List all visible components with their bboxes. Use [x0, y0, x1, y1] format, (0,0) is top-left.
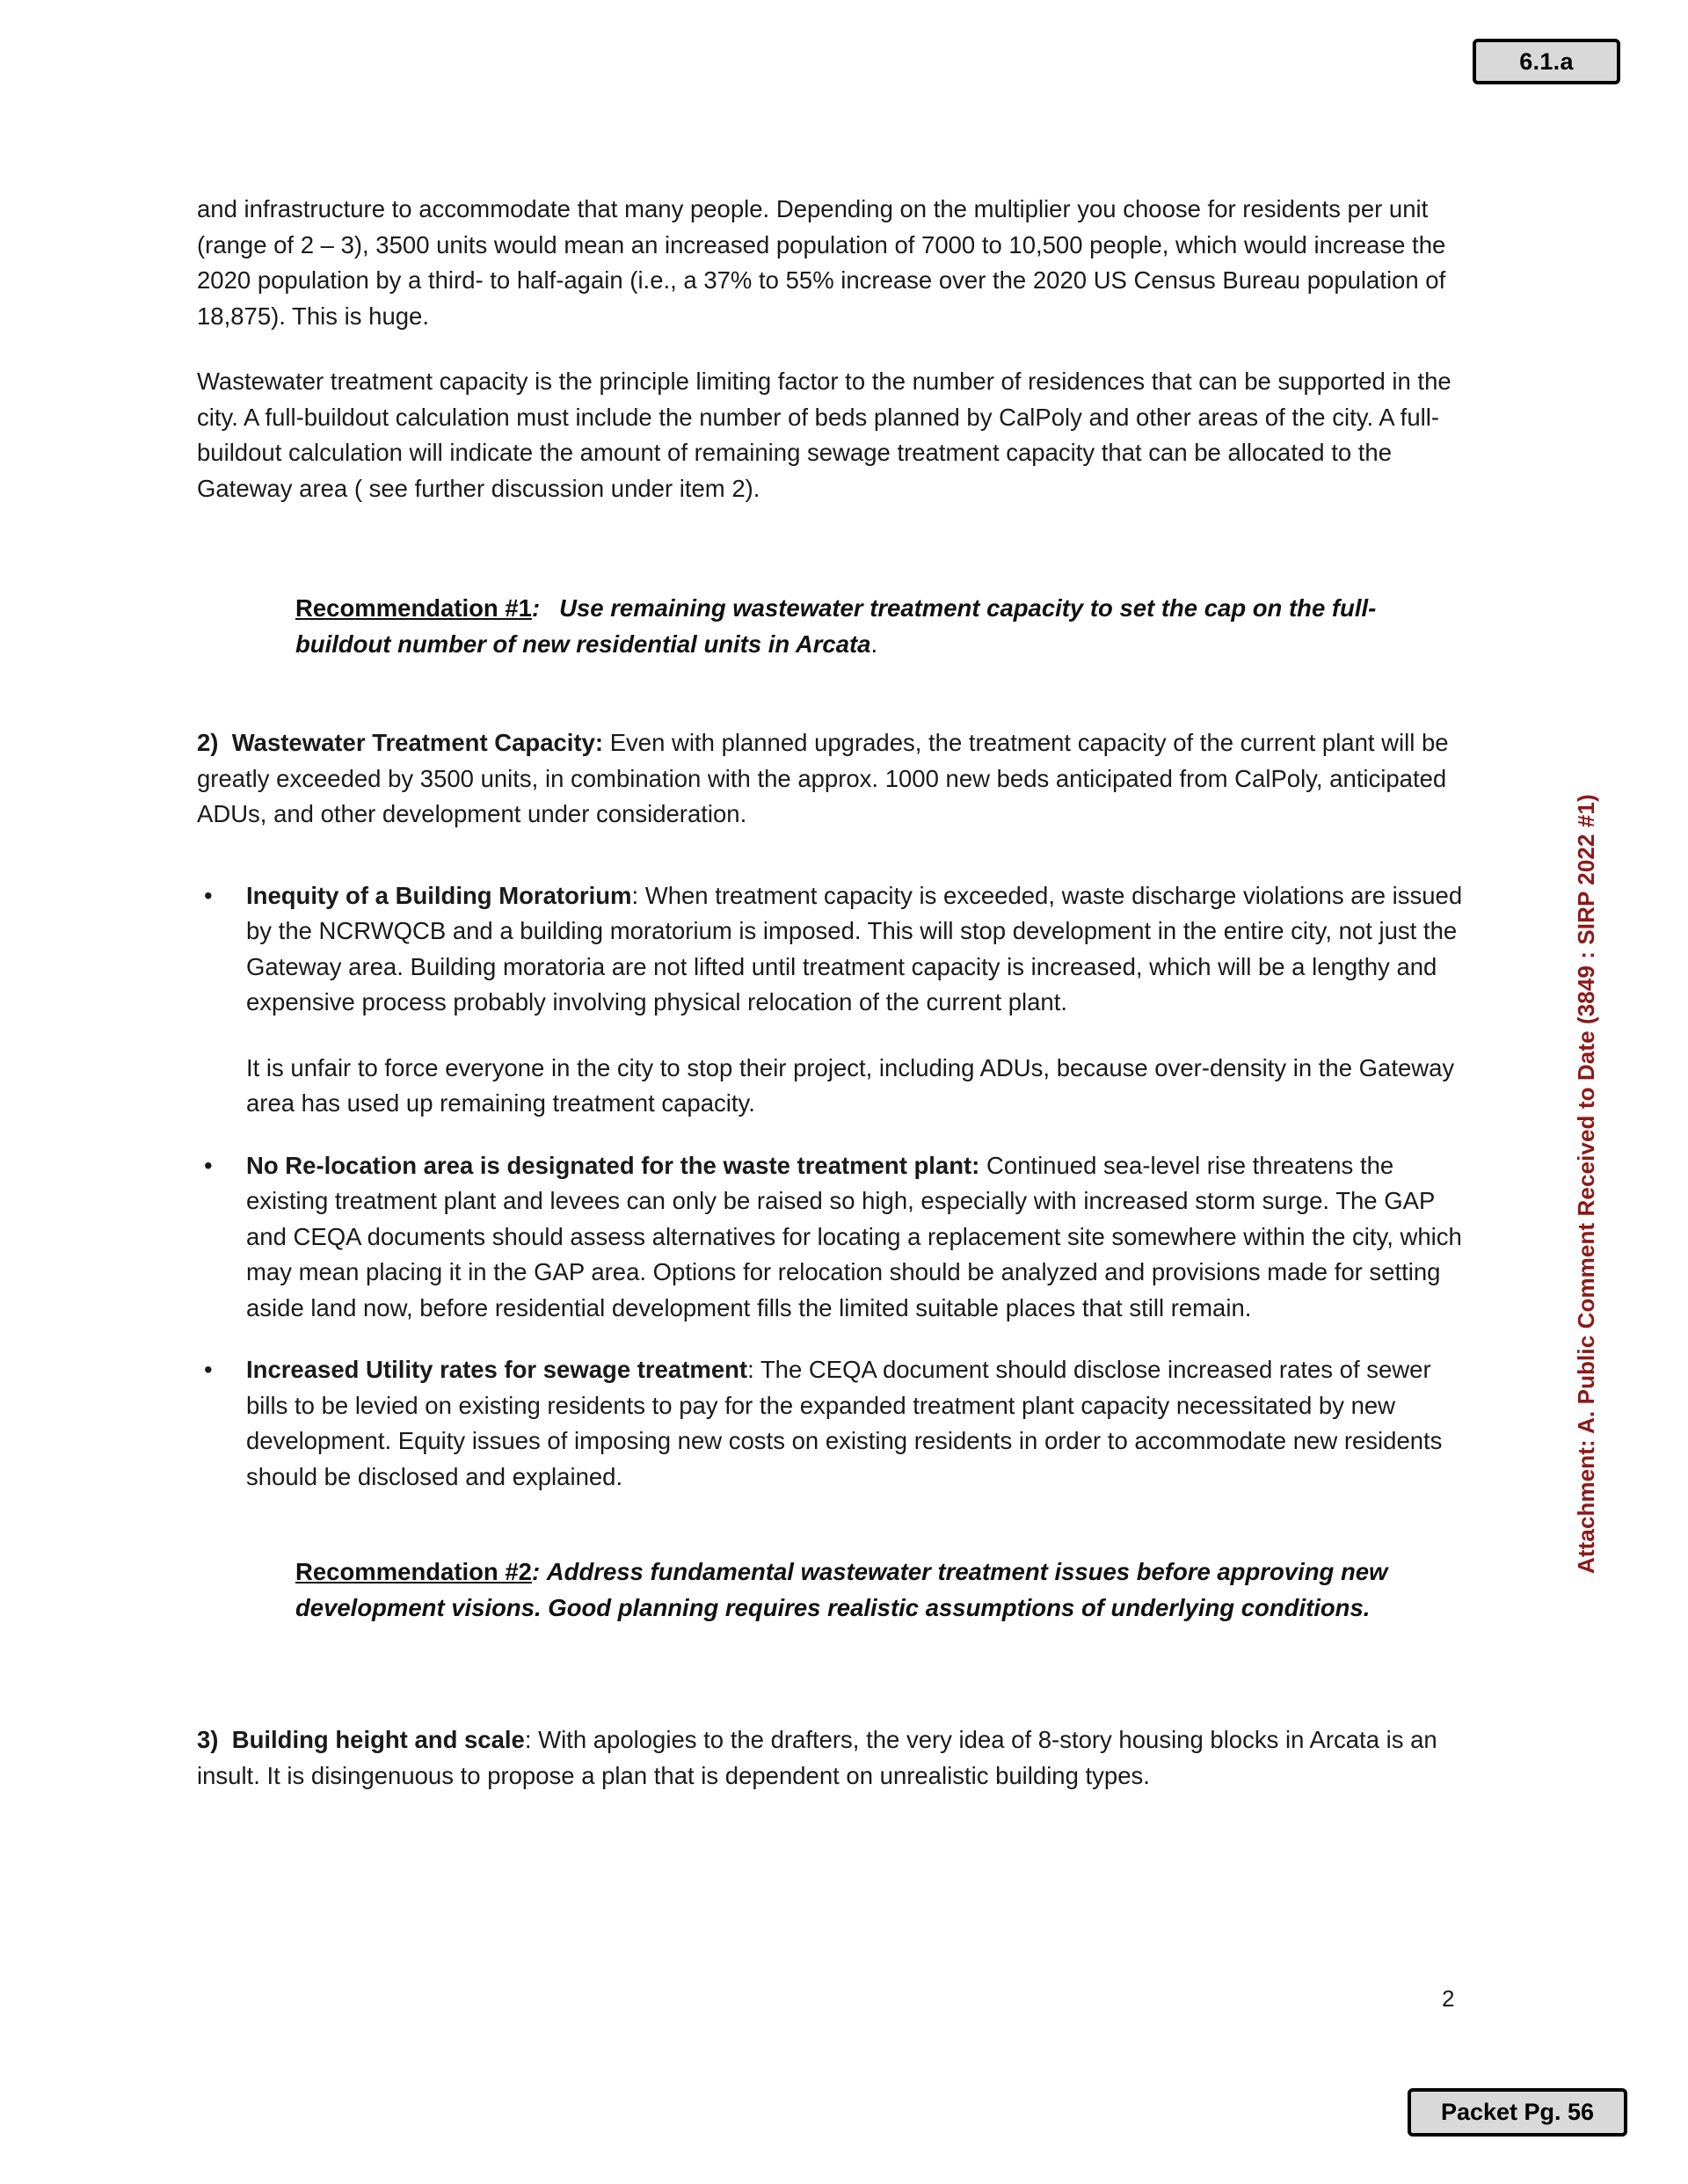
recommendation-2-label: Recommendation #2 [295, 1558, 532, 1585]
recommendation-1-text: Use remaining wastewater treatment capacity to set the cap on the full-buildout number of new residential units in Arcata [295, 594, 1377, 658]
bullet-lead: Increased Utility rates for sewage treatment [246, 1356, 748, 1383]
agenda-item-badge: 6.1.a [1473, 39, 1620, 84]
spacer [197, 536, 1470, 591]
recommendation-2-text: Address fundamental wastewater treatment issues before approving new development visions. Good planning requires realistic assumptions of underlying conditions. [295, 1558, 1388, 1621]
list-item [197, 1148, 1470, 1327]
packet-page-badge: Packet Pg. 56 [1408, 2088, 1627, 2137]
recommendation-2-block [197, 1554, 1470, 1626]
spacer [197, 863, 1470, 878]
document-body [197, 192, 1470, 1794]
bullet-marker: • [204, 1151, 213, 1179]
recommendation-1-block [197, 591, 1470, 662]
bullet-lead: Inequity of a Building Moratorium [246, 881, 632, 909]
spacer [197, 671, 1470, 725]
page-number: 2 [1442, 1985, 1455, 2012]
recommendation-1-label: Recommendation #1 [295, 594, 532, 622]
section-3-text: : With apologies to the drafters, the very idea of 8-story housing blocks in Arcata is an insult. It is disingenuous to propose a plan that is dependent on unrealistic building types. [197, 1726, 1437, 1789]
recommendation-2-separator: : [531, 1558, 541, 1585]
bullet-lead: No Re-location area is designated for the waste treatment plant: [246, 1151, 980, 1179]
section-2-paragraph [197, 725, 1470, 833]
spacer [197, 1689, 1470, 1722]
section-2-text: Even with planned upgrades, the treatment capacity of the current plant will be greatly exceeded by 3500 units, in combination with the approx. 1000 new beds anticipated from CalPoly, anticipated ADUs, and other development under consideration. [197, 729, 1449, 827]
bullet-list [197, 878, 1470, 1496]
bullet-marker: • [204, 881, 213, 909]
bullet-text: : The CEQA document should disclose increased rates of sewer bills to be levied on existing residents to pay for the expanded treatment plant capacity necessitated by new development. Equity issues of imposing new costs on existing residents in order to accommodate new residents should be disclosed and explained. [246, 1356, 1443, 1490]
bullet-sub-paragraph: It is unfair to force everyone in the city to stop their project, including ADUs, because over-density in the Gateway area has used up remaining treatment capacity. [246, 1053, 1455, 1117]
paragraph-intro: and infrastructure to accommodate that many people. Depending on the multiplier you choose for residents per unit (range of 2 – 3), 3500 units would mean an increased population of 7000 to 10,500 people, which would increase the 2020 population by a third- to half-again (i.e., a 37% to 55% increase over the 2020 US Census Bureau population of 18,875). This is huge. [197, 195, 1446, 330]
list-item [197, 878, 1470, 1122]
spacer [197, 1521, 1470, 1554]
bullet-text: Continued sea-level rise threatens the existing treatment plant and levees can only be raised so high, especially with increased storm surge. The GAP and CEQA documents should assess alternatives for locating a replacement site somewhere within the city, which may mean placing it in the GAP area. Options for relocation should be analyzed and provisions made for setting aside land now, before residential development fills the limited suitable places that still remain. [246, 1151, 1462, 1321]
paragraph-wastewater-capacity: Wastewater treatment capacity is the principle limiting factor to the number of residences that can be supported in the city. A full-buildout calculation must include the number of beds planned by CalPoly and other areas of the city. A full-buildout calculation will indicate the amount of remaining sewage treatment capacity that can be allocated to the Gateway area ( see further discussion under item 2). [197, 368, 1452, 502]
section-2-number: 2) [197, 729, 219, 756]
section-3-heading: Building height and scale [231, 1726, 525, 1753]
section-3-paragraph [197, 1722, 1470, 1794]
recommendation-1-trailing: . [870, 630, 878, 658]
attachment-stamp: Attachment: A. Public Comment Received to Date (3849 : SIRP 2022 #1) [1573, 794, 1599, 1574]
section-2-heading: Wastewater Treatment Capacity: [231, 729, 604, 756]
section-3-number: 3) [197, 1726, 219, 1753]
list-item [197, 1352, 1470, 1495]
bullet-marker: • [204, 1356, 213, 1383]
bullet-text: : When treatment capacity is exceeded, waste discharge violations are issued by the NCRWQCB and a building moratorium is imposed. This will stop development in the entire city, not just the Gateway area. Building moratoria are not lifted until treatment capacity is increased, which will be a lengthy and expensive process probably involving physical relocation of the current plant. [246, 881, 1463, 1016]
recommendation-1-separator: : [531, 594, 541, 622]
spacer [197, 1634, 1470, 1689]
